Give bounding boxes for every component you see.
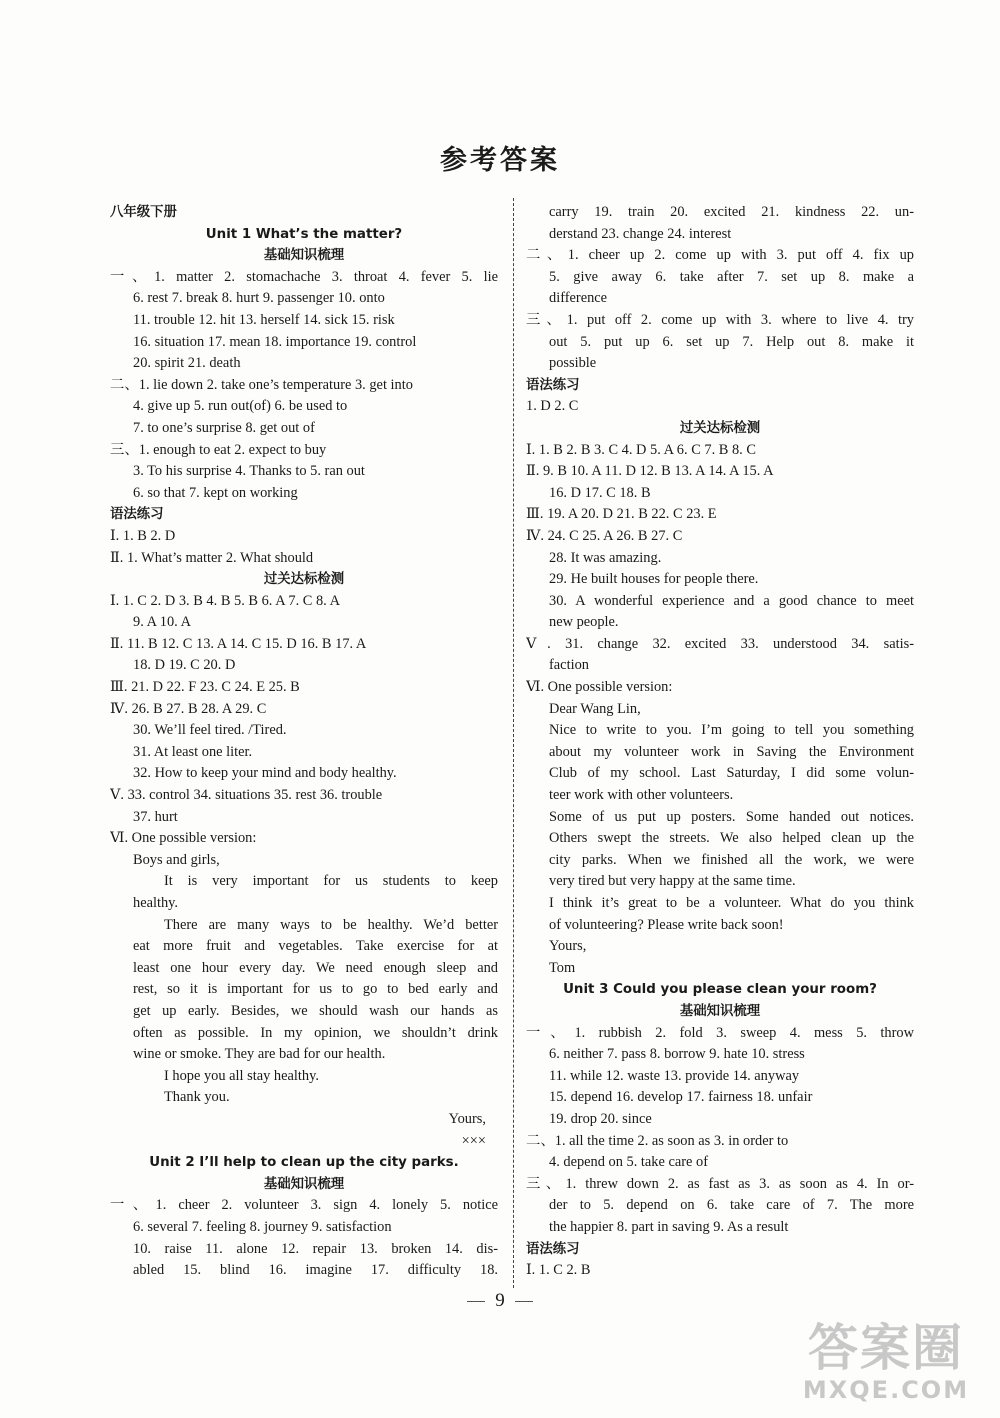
answer-line: 29. He built houses for people there.	[549, 571, 759, 588]
page-number: 9	[495, 1290, 505, 1311]
answer-line: 一、1. rubbish 2. fold 3. sweep 4. mess 5. throw	[526, 1024, 914, 1041]
answer-line: out 5. put up 6. set up 7. Help out 8. make it	[549, 333, 914, 350]
right-column	[526, 202, 914, 1282]
answer-line: Ⅴ. 31. change 32. excited 33. understood 34. satis-	[526, 635, 914, 652]
answer-line: 15. depend 16. develop 17. fairness 18. unfair	[549, 1089, 813, 1106]
answer-line: derstand 23. change 24. interest	[549, 225, 732, 242]
answer-line: Ⅳ. 24. C 25. A 26. B 27. C	[526, 527, 683, 544]
answer-line: often as possible. In my opinion, we shouldn’t drink	[133, 1024, 498, 1041]
answer-line: 30. A wonderful experience and a good chance to meet	[549, 592, 914, 609]
answer-line: 基础知识梳理	[263, 1176, 345, 1192]
answer-line: Ⅰ. 1. B 2. B 3. C 4. D 5. A 6. C 7. B 8. C	[526, 441, 756, 458]
answer-line: 4. depend on 5. take care of	[549, 1154, 709, 1171]
answer-line: very tired but very happy at the same time.	[549, 873, 796, 890]
answer-line: 语法练习	[526, 377, 580, 393]
answer-line: Thank you.	[164, 1089, 230, 1106]
answer-line: Some of us put up posters. Some handed out notices.	[549, 808, 914, 825]
watermark-bottom: MXQE.COM	[802, 1376, 970, 1404]
answer-line: the happier 8. part in saving 9. As a result	[549, 1218, 789, 1235]
answer-line: 三、1. threw down 2. as fast as 3. as soon as 4. In or-	[526, 1175, 914, 1192]
answer-line: wine or smoke. They are bad for our health.	[133, 1046, 386, 1063]
answer-line: 语法练习	[110, 507, 164, 523]
answer-line: der to 5. depend on 6. take care of 7. The more	[549, 1197, 914, 1214]
answer-line: 11. while 12. waste 13. provide 14. anyway	[549, 1067, 800, 1084]
answer-line: Ⅴ. 33. control 34. situations 35. rest 36. trouble	[110, 787, 383, 804]
left-column	[110, 202, 498, 1282]
answer-line: Nice to write to you. I’m going to tell you something	[549, 722, 914, 739]
answer-line: 30. We’ll feel tired. /Tired.	[133, 722, 287, 739]
answer-line: Ⅰ. 1. C 2. B	[526, 1262, 591, 1279]
answer-line: 一、1. matter 2. stomachache 3. throat 4. fever 5. lie	[110, 268, 498, 285]
answer-line: least one hour every day. We need enough sleep and	[133, 959, 498, 976]
answer-line: 基础知识梳理	[679, 1003, 761, 1019]
answer-line: Unit 1 What’s the matter?	[205, 226, 403, 242]
answer-line: Ⅰ. 1. C 2. D 3. B 4. B 5. B 6. A 7. C 8. A	[110, 592, 340, 609]
answer-line: Ⅲ. 21. D 22. F 23. C 24. E 25. B	[110, 679, 300, 696]
answer-line: 二、1. cheer up 2. come up with 3. put off 4. fix up	[526, 247, 914, 264]
answer-line: about my volunteer work in Saving the Environment	[549, 743, 914, 760]
answer-line: Unit 3 Could you please clean your room?	[563, 982, 877, 998]
answer-line: abled 15. blind 16. imagine 17. difficulty 18.	[133, 1262, 498, 1279]
answer-line: Ⅱ. 1. What’s matter 2. What should	[110, 549, 314, 566]
answer-line: 6. several 7. feeling 8. journey 9. satisfaction	[133, 1218, 392, 1235]
answer-line: It is very important for us students to keep	[164, 873, 498, 890]
answer-line: 一、1. cheer 2. volunteer 3. sign 4. lonely 5. notice	[110, 1197, 498, 1214]
answer-line: faction	[549, 657, 589, 674]
answer-line: Ⅱ. 9. B 10. A 11. D 12. B 13. A 14. A 15. A	[526, 463, 774, 480]
page-footer	[0, 1290, 1000, 1312]
answer-line: ×××	[461, 1132, 486, 1149]
answer-line: Boys and girls,	[133, 851, 220, 868]
answer-line: Unit 2 I’ll help to clean up the city parks.	[149, 1155, 459, 1171]
answer-line: Yours,	[448, 1110, 486, 1127]
answer-line: Dear Wang Lin,	[549, 700, 641, 717]
answer-line: eat more fruit and vegetables. Take exercise for at	[133, 938, 498, 955]
answer-line: 31. At least one liter.	[133, 743, 253, 760]
answer-line: 6. neither 7. pass 8. borrow 9. hate 10. stress	[549, 1046, 805, 1063]
answer-line: 5. give away 6. take after 7. set up 8. make a	[549, 268, 914, 285]
answer-line: Club of my school. Last Saturday, I did some volun-	[549, 765, 914, 782]
answer-line: 6. rest 7. break 8. hurt 9. passenger 10. onto	[133, 290, 385, 307]
answer-line: 1. D 2. C	[526, 398, 579, 415]
answer-line: 28. It was amazing.	[549, 549, 662, 566]
answer-line: 6. so that 7. kept on working	[133, 484, 298, 501]
watermark-logo	[786, 1320, 986, 1410]
answer-line: 16. D 17. C 18. B	[549, 484, 651, 501]
answer-line: 18. D 19. C 20. D	[133, 657, 236, 674]
answer-line: Ⅵ. One possible version:	[526, 679, 673, 696]
answer-line: 三、1. enough to eat 2. expect to buy	[110, 441, 327, 458]
answer-line: 八年级下册	[110, 205, 177, 220]
answer-line: 二、1. lie down 2. take one’s temperature 3. get into	[110, 376, 413, 393]
answer-line: new people.	[549, 614, 619, 631]
answer-line: of volunteering? Please write back soon!	[549, 916, 784, 933]
answer-line: 基础知识梳理	[263, 248, 345, 264]
answer-line: healthy.	[133, 895, 179, 911]
answer-line: 3. To his surprise 4. Thanks to 5. ran out	[133, 463, 365, 480]
answer-line: Ⅰ. 1. B 2. D	[110, 527, 176, 544]
page-title: 参考答案	[440, 145, 560, 176]
answer-line: possible	[549, 355, 597, 372]
answer-line: 二、1. all the time 2. as soon as 3. in order to	[526, 1132, 789, 1149]
column-divider	[513, 198, 514, 1288]
answer-line: 过关达标检测	[263, 572, 345, 588]
answer-line: Yours,	[549, 938, 587, 955]
answer-line: 16. situation 17. mean 18. importance 19. control	[133, 333, 417, 350]
answer-line: get up early. Besides, we should wash our hands as	[133, 1002, 498, 1019]
answer-line: Ⅱ. 11. B 12. C 13. A 14. C 15. D 16. B 17. A	[110, 635, 367, 652]
answer-line: city parks. When we finished all the work, we were	[549, 851, 914, 868]
answer-line: 过关达标检测	[679, 420, 761, 436]
answer-line: Ⅲ. 19. A 20. D 21. B 22. C 23. E	[526, 506, 717, 523]
answer-line: rest, so it is important for us to go to bed early and	[133, 981, 498, 998]
answer-line: difference	[549, 290, 608, 307]
answer-line: I think it’s great to be a volunteer. What do you think	[549, 895, 914, 911]
answer-line: 10. raise 11. alone 12. repair 13. broken 14. dis-	[133, 1240, 498, 1257]
answer-line: 20. spirit 21. death	[133, 355, 241, 372]
answer-line: Others swept the streets. We also helped clean up the	[549, 830, 914, 847]
answer-line: 语法练习	[526, 1241, 580, 1257]
answer-line: 32. How to keep your mind and body healthy.	[133, 765, 397, 782]
answer-line: 9. A 10. A	[133, 614, 191, 631]
answer-line: 11. trouble 12. hit 13. herself 14. sick 15. risk	[133, 311, 395, 328]
answer-line: 37. hurt	[133, 808, 178, 825]
answer-line: 三、1. put off 2. come up with 3. where to live 4. try	[526, 311, 914, 328]
watermark-top: 答案圈	[808, 1319, 964, 1377]
answer-line: There are many ways to be healthy. We’d better	[164, 916, 498, 933]
answer-line: teer work with other volunteers.	[549, 787, 734, 804]
answer-line: Ⅵ. One possible version:	[110, 830, 257, 847]
answer-line: 19. drop 20. since	[549, 1110, 652, 1127]
answer-line: I hope you all stay healthy.	[164, 1067, 319, 1084]
answer-line: 4. give up 5. run out(of) 6. be used to	[133, 398, 348, 415]
answer-line: Ⅳ. 26. B 27. B 28. A 29. C	[110, 700, 267, 717]
answer-line: carry 19. train 20. excited 21. kindness 22. un-	[549, 204, 914, 220]
answer-line: 7. to one’s surprise 8. get out of	[133, 419, 315, 436]
answer-line: Tom	[549, 959, 576, 976]
